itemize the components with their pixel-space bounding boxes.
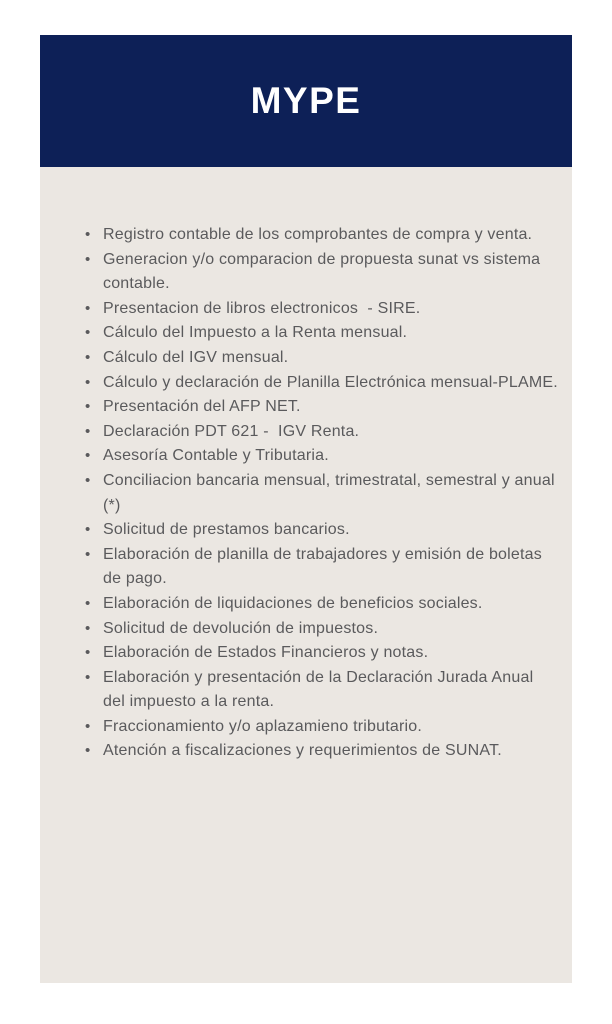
bullet-icon: • xyxy=(85,447,91,465)
list-item xyxy=(85,248,558,297)
service-item-text: Declaración PDT 621 - IGV Renta. xyxy=(103,422,360,440)
bullet-icon: • xyxy=(85,619,91,637)
service-item-text: Atención a fiscalizaciones y requerimientos de SUNAT. xyxy=(103,742,502,760)
list-item xyxy=(85,592,558,617)
service-item-text: Presentacion de libros electronicos - SIRE. xyxy=(103,299,421,317)
service-item-text: Registro contable de los comprobantes de compra y venta. xyxy=(103,226,533,243)
bullet-icon: • xyxy=(85,299,91,317)
service-item-text: Fraccionamiento y/o aplazamieno tributario. xyxy=(103,717,422,735)
list-item xyxy=(85,297,558,322)
card-body xyxy=(40,167,572,983)
service-item-text: Generacion y/o comparacion de propuesta sunat vs sistema contable. xyxy=(103,250,545,293)
service-item-text: Solicitud de devolución de impuestos. xyxy=(103,619,379,637)
list-item xyxy=(85,444,558,469)
service-item-text: Elaboración de Estados Financieros y notas. xyxy=(103,644,429,662)
list-item xyxy=(85,739,558,764)
list-item xyxy=(85,346,558,371)
service-item-text: Cálculo del Impuesto a la Renta mensual. xyxy=(103,324,408,342)
bullet-icon: • xyxy=(85,521,91,539)
list-item xyxy=(85,617,558,642)
list-item xyxy=(85,715,558,740)
list-item xyxy=(85,641,558,666)
mype-card xyxy=(40,35,572,983)
service-item-text: Presentación del AFP NET. xyxy=(103,398,301,416)
list-item xyxy=(85,371,558,396)
bullet-icon: • xyxy=(85,250,91,268)
bullet-icon: • xyxy=(85,324,91,342)
bullet-icon: • xyxy=(85,226,91,243)
service-item-text: Conciliacion bancaria mensual, trimestratal, semestral y anual (*) xyxy=(103,471,560,514)
list-item xyxy=(85,223,558,248)
bullet-icon: • xyxy=(85,471,91,489)
bullet-icon: • xyxy=(85,348,91,366)
list-item xyxy=(85,518,558,543)
bullet-icon: • xyxy=(85,373,91,391)
card-header xyxy=(40,35,572,167)
service-item-text: Elaboración y presentación de la Declaración Jurada Anual del impuesto a la renta. xyxy=(103,668,538,711)
page-title: MYPE xyxy=(250,80,362,121)
services-list xyxy=(85,223,558,764)
list-item xyxy=(85,469,558,518)
bullet-icon: • xyxy=(85,422,91,440)
list-item xyxy=(85,395,558,420)
bullet-icon: • xyxy=(85,545,91,563)
bullet-icon: • xyxy=(85,644,91,662)
list-item xyxy=(85,666,558,715)
list-item xyxy=(85,420,558,445)
service-item-text: Cálculo y declaración de Planilla Electrónica mensual-PLAME. xyxy=(103,373,558,391)
bullet-icon: • xyxy=(85,717,91,735)
service-item-text: Solicitud de prestamos bancarios. xyxy=(103,521,350,539)
bullet-icon: • xyxy=(85,668,91,686)
service-item-text: Cálculo del IGV mensual. xyxy=(103,348,289,366)
list-item xyxy=(85,543,558,592)
list-item xyxy=(85,321,558,346)
service-item-text: Asesoría Contable y Tributaria. xyxy=(103,447,329,465)
bullet-icon: • xyxy=(85,594,91,612)
service-item-text: Elaboración de planilla de trabajadores y emisión de boletas de pago. xyxy=(103,545,547,588)
bullet-icon: • xyxy=(85,742,91,760)
service-item-text: Elaboración de liquidaciones de beneficios sociales. xyxy=(103,594,483,612)
bullet-icon: • xyxy=(85,398,91,416)
